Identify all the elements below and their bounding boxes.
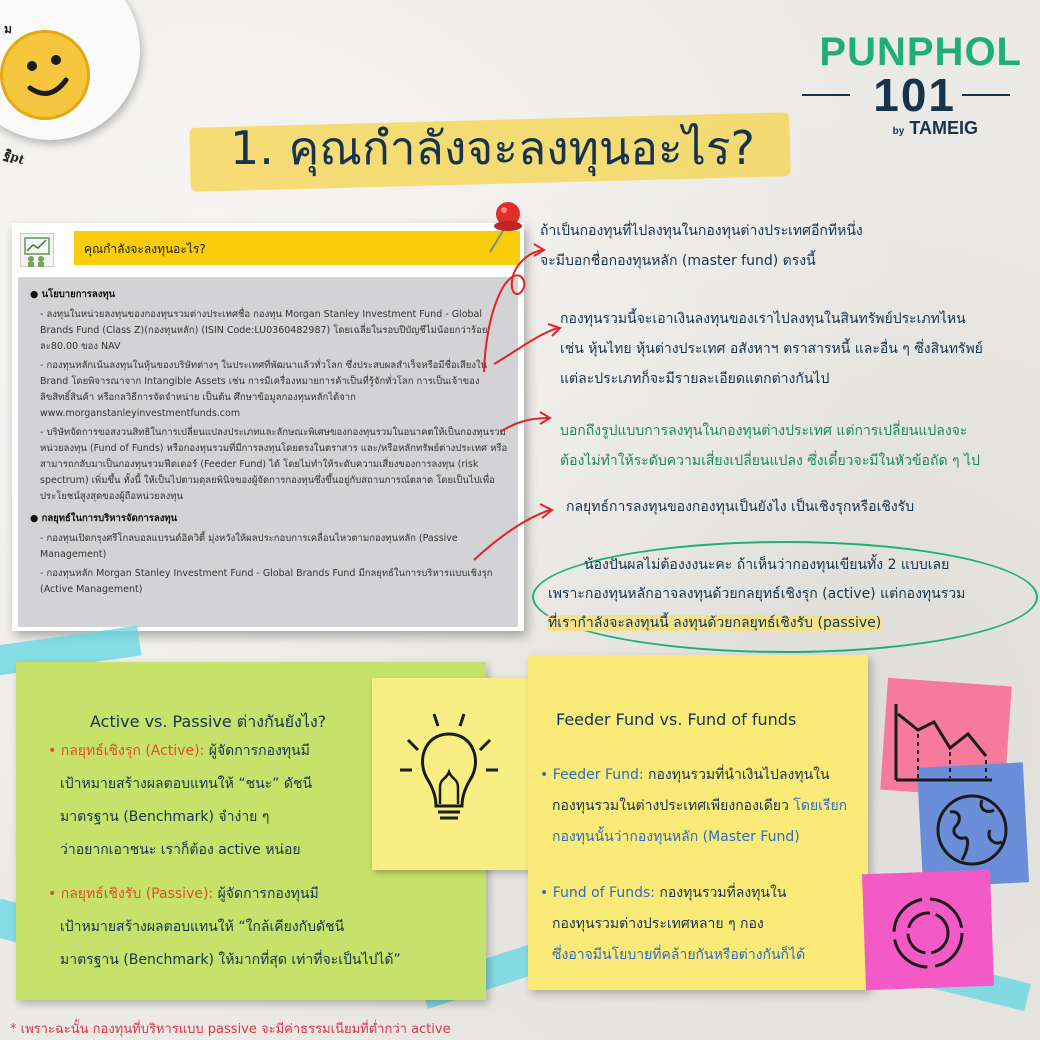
doc-header-title: คุณกำลังจะลงทุนอะไร? <box>84 242 206 256</box>
doc-header-bar <box>74 231 520 265</box>
note-master-fund: ถ้าเป็นกองทุนที่ไปลงทุนในกองทุนต่างประเทศอีกทีหนึ่ง จะมีบอกชื่อกองทุนหลัก (master fund) ตรงนี้ <box>540 223 863 269</box>
fund-of-funds-definition: • Fund of Funds: กองทุนรวมที่ลงทุนใน กองทุนรวมต่างประเทศหลาย ๆ กอง ซึ่งอาจมีนโยบายที่คล้ายกันหรือต่างกันก็ได้ <box>540 885 806 963</box>
fund-document-card <box>12 223 524 631</box>
arrow-icon <box>496 408 556 438</box>
active-definition: • กลยุทธ์เชิงรุก (Active): ผู้จัดการกองทุนมี เป้าหมายสร้างผลตอบแทนให้ “ชนะ” ดัชนี มาตรฐาน (Benchmark) จำง่าย ๆ ว่าอยากเอาชนะ เราก็ต้อง active หน่อย <box>48 743 313 858</box>
note-investment-style: บอกถึงรูปแบบการลงทุนในกองทุนต่างประเทศ แต่การเปลี่ยนแปลงจะ ต้องไม่ทำให้ระดับความเสี่ยงเปลี่ยนแปลง ซึ่งเดี๋ยวจะมีในหัวข้อถัด ๆ ไป <box>560 423 980 469</box>
doc-section-heading: ● นโยบายการลงทุน <box>30 289 116 300</box>
doc-paragraph: - บริษัทจัดการขอสงวนสิทธิในการเปลี่ยนแปลงประเภทและลักษณะพิเศษของกองทุนรวมในอนาคตให้เป็นกองทุนรวมหน่วยลงทุน (Fund of Funds) หรือกองทุนรวมที่มีการลงทุนโดยตรงในตราสาร และ/หรือหลักทรัพย์ต่างประเทศ หรือสามารถกลับมาเป็นกองทุนรวมฟีดเดอร์ (Feeder Fund) ได้ โดยไม่ทำให้ระดับความเสี่ยงของการลงทุน (risk spectrum) เพิ่มขึ้น ทั้งนี้ ให้เป็นไปตามดุลยพินิจของผู้จัดการกองทุนซึ่งขึ้นอยู่กับสถานการณ์ตลาด โดยเป็นไปเพื่อประโยชน์สูงสุดของผู้ถือหน่วยลงทุน <box>40 427 508 502</box>
note-asset-type: กองทุนรวมนี้จะเอาเงินลงทุนของเราไปลงทุนในสินทรัพย์ประเภทไหน เช่น หุ้นไทย หุ้นต่างประเทศ อสังหาฯ ตราสารหนี้ และอื่น ๆ ซึ่งสินทรัพย์ แต่ละประเภทก็จะมีรายละเอียดแตกต่างกันไป <box>560 311 983 387</box>
footnote: * เพราะฉะนั้น กองทุนที่บริหารแบบ passive จะมีค่าธรรมเนียมที่ต่ำกว่า active <box>10 1022 451 1037</box>
arrow-icon <box>470 496 560 566</box>
globe-icon <box>932 790 1012 870</box>
doc-paragraph: - กองทุนหลักเน้นลงทุนในหุ้นของบริษัทต่างๆ ในประเทศที่พัฒนาแล้วทั่วโลก ซึ่งประสบผลสำเร็จหรือมีชื่อเสียงใน Brand โดยพิจารณาจาก Intangible Assets เช่น การมีเครื่องหมายการค้าเป็นที่รู้จักทั่วโลก การเป็นเจ้าของลิขสิทธิ์สินค้า หรือกลวิธีการจัดจำหน่าย เป็นต้น ศึกษาข้อมูลกองทุนหลักได้จาก www.morganstanleyinvestmentfunds.com <box>40 360 488 419</box>
active-passive-title: Active vs. Passive ต่างกันยังไง? <box>90 712 327 731</box>
feeder-fund-definition: • Feeder Fund: กองทุนรวมที่นำเงินไปลงทุนใน กองทุนรวมในต่างประเทศเพียงกองเดียว โดยเรียก กองทุนนั้นว่ากองทุนหลัก (Master Fund) <box>540 767 848 845</box>
chart-people-icon <box>20 233 54 267</box>
line-chart-icon <box>888 700 998 790</box>
feeder-fof-title: Feeder Fund vs. Fund of funds <box>556 710 797 729</box>
page-title: 1. คุณกำลังจะลงทุนอะไร? <box>230 121 755 175</box>
brand-number: 101 <box>873 69 956 121</box>
brand-name: PUNPHOL <box>819 30 1022 74</box>
arrow-icon <box>488 320 568 370</box>
badge-text-bottom: ฐิpt <box>2 146 27 168</box>
doc-paragraph: - ลงทุนในหน่วยลงทุนของกองทุนรวมต่างประเทศชื่อ กองทุน Morgan Stanley Investment Fund - Global Brands Fund (Class Z)(กองทุนหลัก) (ISIN Code:LU0360482987) โดยเฉลี่ยในรอบปีบัญชีไม่น้อยกว่าร้อยละ80.00 ของ NAV <box>40 309 488 352</box>
brand-company: by TAMEIG <box>892 118 978 138</box>
doc-section-heading: ● กลยุทธ์ในการบริหารจัดการลงทุน <box>30 513 178 524</box>
passive-definition: • กลยุทธ์เชิงรับ (Passive): ผู้จัดการกองทุนมี เป้าหมายสร้างผลตอบแทนให้ “ใกล้เคียงกับดัชนี มาตรฐาน (Benchmark) ให้มากที่สุด เท่าที่จะเป็นไปได้” <box>48 886 401 968</box>
doc-paragraph: - กองทุนเปิดกรุงศรีโกลบอลแบรนด์อิควิตี้ มุ่งหวังให้ผลประกอบการเคลื่อนไหวตามกองทุนหลัก (Passive Management) <box>40 533 458 560</box>
doc-body <box>18 277 518 627</box>
smiley-icon <box>0 30 90 120</box>
brand-divider-left <box>802 94 850 96</box>
brand-divider-right <box>962 94 1010 96</box>
doc-paragraph: - กองทุนหลัก Morgan Stanley Investment Fund - Global Brands Fund มีกลยุทธ์ในการบริหารแบบเชิงรุก (Active Management) <box>40 568 493 595</box>
badge-text-top: ม <box>4 22 12 36</box>
callout-text: น้องปันผลไม่ต้องงงนะคะ ถ้าเห็นว่ากองทุนเขียนทั้ง 2 แบบเลย เพราะกองทุนหลักอาจลงทุนด้วยกลยุทธ์เชิงรุก (active) แต่กองทุนรวม ที่เรากำลังจะลงทุนนี้ ลงทุนด้วยกลยุทธ์เชิงรับ (passive) <box>548 557 966 631</box>
donut-chart-icon <box>878 888 978 978</box>
note-strategy: กลยุทธ์การลงทุนของกองทุนเป็นยังไง เป็นเชิงรุกหรือเชิงรับ <box>566 499 915 515</box>
